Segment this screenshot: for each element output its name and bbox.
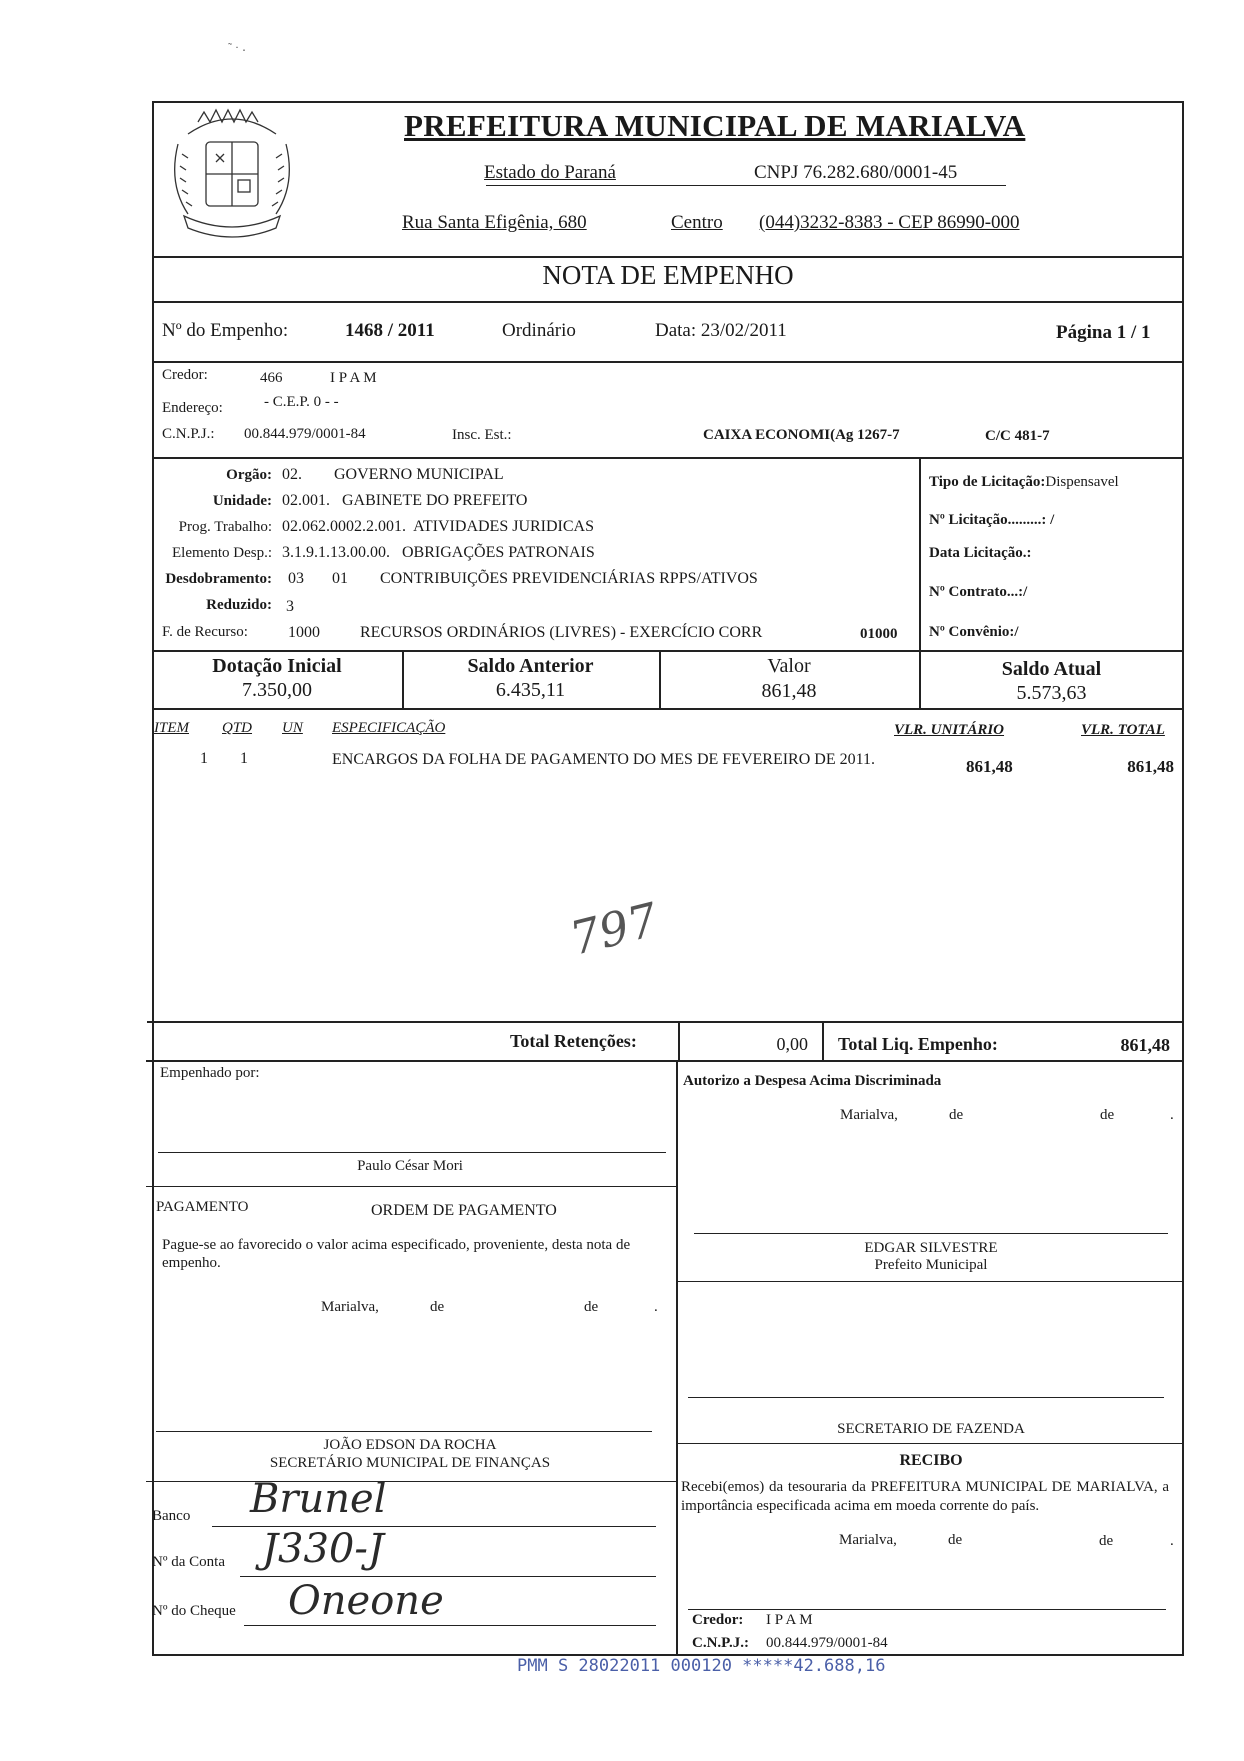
district: Centro — [671, 212, 723, 233]
cnpj-label: C.N.P.J.: — [162, 426, 215, 442]
divider — [678, 1023, 680, 1060]
bank: CAIXA ECONOMI(Ag 1267-7 — [703, 427, 900, 443]
valor-value: 861,48 — [761, 680, 817, 702]
retencoes-value: 0,00 — [776, 1034, 808, 1054]
liquido-value: 861,48 — [1120, 1035, 1170, 1055]
empenho-date: Data: 23/02/2011 — [655, 320, 787, 341]
saldo-anterior-value: 6.435,11 — [495, 679, 566, 701]
divider — [152, 708, 1184, 710]
saldo-anterior-label: Saldo Anterior — [467, 655, 594, 677]
autorizo-city: Marialva, — [840, 1107, 898, 1123]
doc-title: NOTA DE EMPENHO — [542, 260, 794, 290]
prog-label: Prog. Trabalho: — [178, 519, 272, 535]
recibo-de1: de — [948, 1532, 963, 1548]
page-title: PREFEITURA MUNICIPAL DE MARIALVA — [404, 108, 1026, 143]
divider — [822, 1023, 824, 1060]
prog: 02.062.0002.2.001. ATIVIDADES JURIDICAS — [282, 518, 595, 535]
signature-line — [688, 1609, 1166, 1610]
elemento-label: Elemento Desp.: — [172, 545, 272, 561]
street: Rua Santa Efigênia, 680 — [402, 212, 587, 233]
state-underline — [486, 185, 1006, 186]
unidade-label: Unidade: — [212, 493, 272, 509]
recibo-cnpj-label: C.N.P.J.: — [692, 1635, 749, 1651]
cheque-line — [244, 1625, 656, 1626]
prefeito-role: Prefeito Municipal — [874, 1257, 988, 1273]
account: C/C 481-7 — [985, 428, 1050, 444]
recurso-label: F. de Recurso: — [162, 624, 248, 640]
divider — [146, 1186, 676, 1187]
recibo-credor: I P A M — [766, 1612, 813, 1628]
elemento: 3.1.9.1.13.00.00. OBRIGAÇÕES PATRONAIS — [282, 544, 595, 561]
recibo-credor-label: Credor: — [692, 1612, 744, 1628]
financas-role: SECRETÁRIO MUNICIPAL DE FINANÇAS — [269, 1455, 551, 1471]
recibo-label: RECIBO — [899, 1452, 963, 1469]
col-unit: VLR. UNITÁRIO — [894, 722, 1005, 738]
dotacao-label: Dotação Inicial — [212, 655, 342, 677]
divider — [147, 1021, 1184, 1023]
conta-line — [240, 1576, 656, 1577]
item-qtd: 1 — [240, 750, 248, 767]
autorizo-de2: de — [1100, 1107, 1115, 1123]
empenho-number: 1468 / 2011 — [345, 320, 435, 341]
handwritten-number: 797 — [564, 892, 664, 966]
item-spec: ENCARGOS DA FOLHA DE PAGAMENTO DO MES DE FEVEREIRO DE 2011. — [332, 751, 875, 768]
divider — [152, 361, 1184, 363]
saldo-atual-label: Saldo Atual — [1001, 658, 1102, 680]
credor-label: Credor: — [162, 367, 208, 383]
divider — [152, 256, 1184, 258]
reduzido-label: Reduzido: — [206, 597, 272, 613]
pagamento-city: Marialva, — [321, 1299, 379, 1315]
cnpj-header: CNPJ 76.282.680/0001-45 — [754, 162, 958, 183]
signature-line — [156, 1431, 652, 1432]
insc-label: Insc. Est.: — [452, 427, 512, 443]
recibo-de2: de — [1099, 1533, 1114, 1549]
autorizo-label: Autorizo a Despesa Acima Discriminada — [683, 1073, 942, 1089]
recibo-cnpj: 00.844.979/0001-84 — [766, 1635, 888, 1651]
orgao-label: Orgão: — [226, 467, 272, 483]
convenio: Nº Convênio:/ — [929, 624, 1019, 640]
address: - C.E.P. 0 - - — [264, 394, 339, 410]
empenho-number-label: Nº do Empenho: — [162, 320, 289, 341]
empenhado-name: Paulo César Mori — [357, 1158, 463, 1174]
divider — [676, 1281, 1184, 1282]
prefeito-name: EDGAR SILVESTRE — [864, 1240, 998, 1256]
secretario-fazenda: SECRETARIO DE FAZENDA — [837, 1421, 1025, 1437]
liquido-label: Total Liq. Empenho: — [838, 1034, 998, 1054]
item-total: 861,48 — [1127, 757, 1174, 776]
banco-handwritten: Brunel — [250, 1476, 387, 1522]
financas-name: JOÃO EDSON DA ROCHA — [323, 1437, 497, 1453]
valor-label: Valor — [767, 655, 811, 677]
divider — [152, 650, 1184, 652]
pagamento-text: Pague-se ao favorecido o valor acima especificado, proveniente, desta nota de empenho. — [162, 1237, 631, 1271]
page-number: Página 1 / 1 — [1056, 322, 1151, 343]
coat-of-arms-icon — [158, 104, 306, 246]
divider — [676, 1443, 1184, 1444]
autorizo-de1: de — [949, 1107, 964, 1123]
licitacao-data: Data Licitação.: — [929, 545, 1032, 561]
payment-stamp: PMM S 28022011 000120 *****42.688,16 — [517, 1656, 886, 1676]
reduzido: 3 — [286, 598, 294, 615]
divider — [676, 1060, 678, 1656]
state-name: Estado do Paraná — [484, 162, 616, 183]
pagamento-de2: de — [584, 1299, 599, 1315]
col-item: ITEM — [154, 720, 189, 736]
contrato: Nº Contrato...:/ — [929, 584, 1028, 600]
ordem-label: ORDEM DE PAGAMENTO — [371, 1202, 557, 1219]
desdobramento-label: Desdobramento: — [165, 571, 272, 587]
conta-handwritten: J330-J — [262, 1526, 384, 1572]
item-unit: 861,48 — [966, 757, 1013, 776]
signature-line — [694, 1233, 1168, 1234]
cheque-label: Nº do Cheque — [152, 1603, 236, 1619]
col-qtd: QTD — [222, 720, 253, 736]
divider — [152, 457, 1184, 459]
recibo-city: Marialva, — [839, 1532, 897, 1548]
item-number: 1 — [200, 750, 208, 767]
col-total: VLR. TOTAL — [1081, 722, 1165, 738]
retencoes-label: Total Retenções: — [510, 1031, 637, 1051]
cheque-handwritten: Oneone — [288, 1578, 444, 1624]
divider — [919, 457, 921, 651]
signature-line — [688, 1397, 1164, 1398]
recurso: 1000 RECURSOS ORDINÁRIOS (LIVRES) - EXERCÍCIO CORR — [288, 624, 763, 641]
signature-line — [158, 1152, 666, 1153]
licitacao-tipo: Dispensavel — [1045, 474, 1119, 490]
empenho-type: Ordinário — [502, 320, 576, 341]
pagamento-dot: . — [654, 1299, 658, 1315]
pagamento-de1: de — [430, 1299, 445, 1315]
pagamento-label: PAGAMENTO — [156, 1199, 249, 1215]
licitacao-tipo-label: Tipo de Licitação: — [929, 474, 1046, 490]
scan-marks: ˜ · ․ — [228, 40, 246, 54]
phone-cep: (044)3232-8383 - CEP 86990-000 — [759, 212, 1020, 233]
desdobramento: 03 01 CONTRIBUIÇÕES PREVIDENCIÁRIAS RPPS/ATIVOS — [288, 570, 758, 587]
licitacao-numero: Nº Licitação.........: / — [929, 512, 1055, 528]
divider — [152, 301, 1184, 303]
credor-code: 466 — [260, 370, 283, 386]
credor-cnpj: 00.844.979/0001-84 — [244, 426, 366, 442]
divider — [146, 1060, 1184, 1062]
banco-label: Banco — [152, 1508, 191, 1524]
recurso-code: 01000 — [860, 626, 898, 642]
col-spec: ESPECIFICAÇÃO — [332, 720, 446, 736]
recibo-text: Recebi(emos) da tesouraria da PREFEITURA MUNICIPAL DE MARIALVA, a importância especificada acima em moeda corrente do país. — [681, 1479, 1169, 1514]
recibo-dot: . — [1170, 1533, 1174, 1549]
empenhado-label: Empenhado por: — [160, 1065, 260, 1081]
col-un: UN — [282, 720, 303, 736]
saldo-atual-value: 5.573,63 — [1016, 682, 1087, 704]
address-label: Endereço: — [162, 400, 223, 416]
orgao: 02. GOVERNO MUNICIPAL — [282, 466, 504, 483]
divider — [146, 1481, 676, 1482]
autorizo-dot: . — [1170, 1107, 1174, 1123]
unidade: 02.001. GABINETE DO PREFEITO — [282, 492, 528, 509]
credor-name: I P A M — [330, 370, 377, 386]
dotacao-value: 7.350,00 — [242, 679, 312, 701]
conta-label: Nº da Conta — [152, 1554, 225, 1570]
